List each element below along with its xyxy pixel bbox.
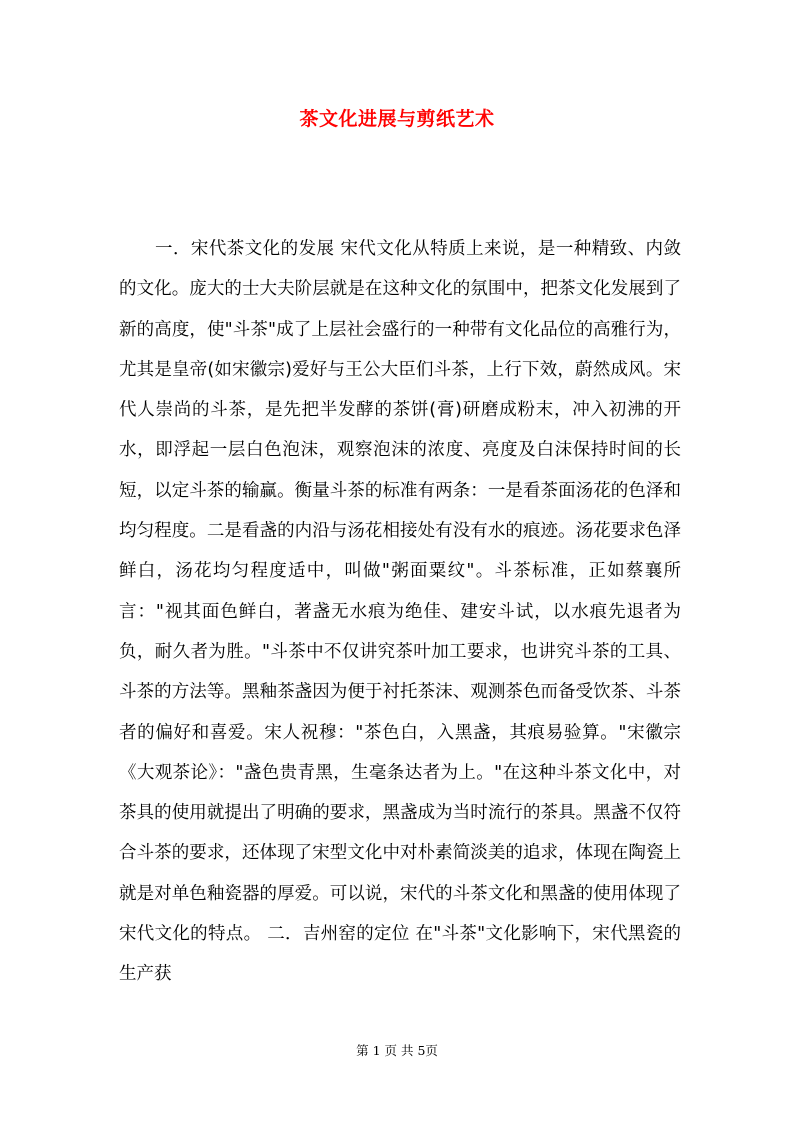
page-current: 1	[372, 1043, 381, 1058]
page-label-mid: 页 共	[384, 1043, 414, 1058]
page-footer	[0, 1041, 794, 1059]
page-label-prefix: 第	[356, 1043, 369, 1058]
page-total: 5	[417, 1043, 426, 1058]
document-body	[119, 229, 681, 995]
page-label-suffix: 页	[425, 1043, 438, 1058]
body-paragraph: 一．宋代茶文化的发展 宋代文化从特质上来说，是一种精致、内敛的文化。庞大的士大夫阶层就是在这种文化的氛围中，把茶文化发展到了新的高度，使"斗茶"成了上层社会盛行的一种带有文化品位的高雅行为，尤其是皇帝(如宋徽宗)爱好与王公大臣们斗茶，上行下效，蔚然成风。宋代人崇尚的斗茶，是先把半发酵的茶饼(膏)研磨成粉末，冲入初沸的开水，即浮起一层白色泡沫，观察泡沫的浓度、亮度及白沫保持时间的长短，以定斗茶的输赢。衡量斗茶的标准有两条：一是看茶面汤花的色泽和均匀程度。二是看盏的内沿与汤花相接处有没有水的痕迹。汤花要求色泽鲜白，汤花均匀程度适中，叫做"粥面粟纹"。斗茶标准，正如蔡襄所言："视其面色鲜白，著盏无水痕为绝佳、建安斗试，以水痕先退者为负，耐久者为胜。"斗茶中不仅讲究茶叶加工要求，也讲究斗茶的工具、斗茶的方法等。黑釉茶盏因为便于衬托茶沫、观测茶色而备受饮茶、斗茶者的偏好和喜爱。宋人祝穆："茶色白，入黑盏，其痕易验算。"宋徽宗《大观茶论》："盏色贵青黑，生毫条达者为上。"在这种斗茶文化中，对茶具的使用就提出了明确的要求，黑盏成为当时流行的茶具。黑盏不仅符合斗茶的要求，还体现了宋型文化中对朴素简淡美的追求，体现在陶瓷上就是对单色釉瓷器的厚爱。可以说，宋代的斗茶文化和黑盏的使用体现了宋代文化的特点。 二．吉州窑的定位 在"斗茶"文化影响下，宋代黑瓷的生产获	[119, 239, 681, 985]
page-title: 茶文化进展与剪纸艺术	[299, 108, 495, 130]
